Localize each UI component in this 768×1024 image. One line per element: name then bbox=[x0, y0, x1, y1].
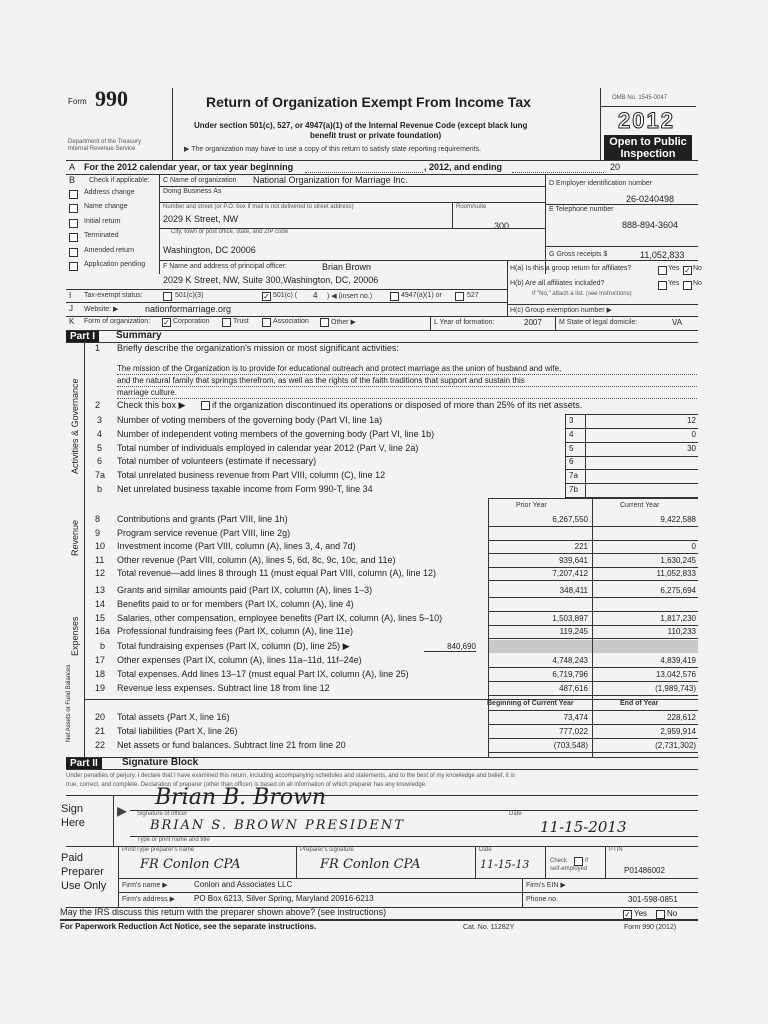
status-527-label: 527 bbox=[467, 292, 479, 299]
discuss-no-checkbox[interactable] bbox=[656, 910, 665, 919]
section-b-letter: B bbox=[69, 175, 76, 185]
h-b-yes-checkbox[interactable] bbox=[658, 281, 667, 290]
firm-address-label: Firm's address ▶ bbox=[122, 896, 176, 903]
irs-label: Internal Revenue Service bbox=[68, 146, 136, 152]
expense-row-rule bbox=[488, 597, 698, 598]
row-a-letter: A bbox=[69, 162, 76, 172]
firm-address: PO Box 6213, Silver Spring, Maryland 20916-6213 bbox=[194, 894, 374, 903]
gov-line-text: Total number of individuals employed in calendar year 2012 (Part V, line 2a) bbox=[117, 442, 419, 453]
expense-line-number: 19 bbox=[95, 682, 106, 693]
form-footer-id: Form 990 (2012) bbox=[624, 924, 677, 931]
gov-line-value: 0 bbox=[691, 429, 696, 439]
here-heading: Here bbox=[61, 817, 85, 829]
expense-row-rule bbox=[488, 667, 698, 668]
h-a-yes-checkbox[interactable] bbox=[658, 266, 667, 275]
expense-line-text: Other expenses (Part IX, column (A), lines 11a–11d, 11f–24e) bbox=[117, 655, 362, 665]
paid-heading: Paid bbox=[61, 852, 84, 864]
side-label-expenses: Expenses bbox=[70, 616, 80, 656]
open-to-public-line2: Inspection bbox=[620, 148, 676, 160]
state-domicile-label: M State of legal domicile: bbox=[559, 319, 638, 326]
mission-line-3: marriage culture. bbox=[117, 388, 178, 397]
catalog-number: Cat. No. 11282Y bbox=[463, 924, 515, 931]
expense-line-number: 15 bbox=[95, 612, 106, 623]
irs-discuss-question: May the IRS discuss this return with the preparer shown above? (see instructions) bbox=[60, 907, 387, 917]
city-value: Washington, DC 20006 bbox=[163, 245, 256, 255]
expense-row-rule bbox=[488, 625, 698, 626]
expense-line-text: Salaries, other compensation, employee benefits (Part IX, column (A), lines 5–10) bbox=[117, 612, 443, 623]
h-b-no-label: No bbox=[693, 280, 702, 287]
open-to-public-line1: Open to Public bbox=[609, 136, 687, 148]
revenue-line-text: Contributions and grants (Part VIII, line 1h) bbox=[117, 514, 288, 524]
discuss-no-label: No bbox=[667, 909, 678, 918]
penalty-statement-1: Under penalties of perjury, I declare that I have examined this return, including accompanying schedules and statements, and to the best of my knowledge and belief, it is bbox=[66, 773, 515, 779]
preparer-heading: Preparer bbox=[61, 866, 104, 878]
expense-current-value: 1,817,230 bbox=[660, 613, 696, 623]
status-501c3-label: 501(c)(3) bbox=[175, 292, 204, 299]
ptin-label: PTIN bbox=[609, 847, 623, 853]
net-assets-current-value: 2,959,914 bbox=[660, 726, 696, 736]
expense-prior-value: 348,411 bbox=[559, 586, 588, 595]
row-j-letter: J bbox=[69, 304, 73, 313]
officer-date: 11-15-2013 bbox=[540, 818, 627, 836]
expense-current-value: 4,839,419 bbox=[660, 656, 696, 665]
state-domicile-value: VA bbox=[672, 318, 683, 327]
revenue-line-number: 8 bbox=[95, 514, 101, 524]
officer-date-label: Date bbox=[509, 811, 522, 817]
expense-prior-value: 4,748,243 bbox=[552, 656, 588, 665]
expense-line-number: 13 bbox=[95, 585, 106, 595]
association-label: Association bbox=[273, 318, 309, 325]
net-assets-prior-value: 777,022 bbox=[559, 726, 588, 736]
net-assets-prior-value: 73,474 bbox=[563, 713, 588, 722]
gov-line-box: 5 bbox=[569, 443, 574, 453]
revenue-current-value: 1,630,245 bbox=[660, 555, 696, 565]
other-checkbox[interactable] bbox=[320, 318, 329, 327]
h-a-label: H(a) Is this a group return for affiliates? bbox=[510, 265, 632, 272]
status-501c-number: 4 bbox=[313, 291, 318, 300]
gov-line-text: Number of voting members of the governing body (Part VI, line 1a) bbox=[117, 415, 383, 425]
gov-line-box: 7a bbox=[569, 471, 578, 481]
association-checkbox[interactable] bbox=[262, 318, 271, 327]
use-only-heading: Use Only bbox=[61, 880, 107, 892]
part-ii-title: Signature Block bbox=[122, 757, 199, 768]
expense-line-number: 14 bbox=[95, 598, 106, 609]
preparer-date-label: Date bbox=[479, 847, 492, 853]
discuss-yes-label: Yes bbox=[634, 909, 648, 918]
corporation-label: Corporation bbox=[173, 318, 210, 325]
firm-ein-label: Firm's EIN ▶ bbox=[526, 882, 566, 889]
check-applicable-label: Terminated bbox=[84, 232, 119, 240]
mission-line-1: The mission of the Organization is to provide for educational outreach and protect marriage as the union of husband and wife, bbox=[117, 364, 562, 373]
principal-officer-address: 2029 K Street, NW, Suite 300,Washington, DC, 20006 bbox=[163, 275, 379, 285]
gov-line-box: 7b bbox=[569, 485, 578, 494]
officer-signature-label: Signature of officer bbox=[137, 811, 188, 817]
status-501c-label: 501(c) ( bbox=[273, 292, 298, 299]
expense-line-text: Professional fundraising fees (Part IX, column (A), line 11e) bbox=[117, 626, 353, 637]
firm-phone-label: Phone no. bbox=[526, 896, 558, 903]
revenue-line-text: Total revenue—add lines 8 through 11 (must equal Part VIII, column (A), line 12) bbox=[117, 568, 436, 578]
check-applicable-checkbox[interactable] bbox=[69, 204, 78, 213]
gov-line-text: Net unrelated business taxable income from Form 990-T, line 34 bbox=[117, 484, 373, 494]
sign-heading: Sign bbox=[61, 803, 84, 815]
expense-prior-value: 487,616 bbox=[559, 683, 588, 693]
h-a-no-checkbox[interactable]: ✓ bbox=[684, 266, 691, 275]
net-assets-line-number: 22 bbox=[95, 739, 106, 750]
net-assets-line-number: 20 bbox=[95, 712, 106, 722]
expense-current-value: 110,233 bbox=[667, 627, 696, 637]
status-501c3-checkbox[interactable] bbox=[163, 292, 172, 301]
form-number: 990 bbox=[95, 86, 128, 111]
side-label-revenue: Revenue bbox=[70, 519, 80, 556]
expense-prior-value: 6,719,796 bbox=[552, 669, 588, 679]
trust-label: Trust bbox=[233, 318, 249, 325]
officer-name-title: BRIAN S. BROWN PRESIDENT bbox=[150, 818, 405, 833]
line-2-text: Check this box ▶ bbox=[117, 400, 186, 410]
officer-signature: Brian B. Brown bbox=[155, 785, 327, 810]
status-501c-checkbox[interactable]: ✓ bbox=[263, 292, 270, 301]
year-formation-value: 2007 bbox=[524, 318, 542, 327]
room-value: 300 bbox=[494, 221, 510, 231]
h-a-no-label: No bbox=[693, 265, 702, 272]
line-16b-text: Total fundraising expenses (Part IX, column (D), line 25) ▶ bbox=[117, 641, 350, 651]
h-b-label: H(b) Are all affiliates included? bbox=[510, 280, 605, 287]
net-assets-line-number: 21 bbox=[95, 725, 106, 736]
expense-prior-value: 1,503,897 bbox=[552, 613, 588, 623]
net-assets-row-rule bbox=[488, 752, 698, 753]
expense-current-value: (1,989,743) bbox=[655, 683, 696, 693]
status-4947-label: 4947(a)(1) or bbox=[401, 292, 442, 299]
revenue-row-rule bbox=[488, 553, 698, 554]
preparer-date: 11-15-13 bbox=[480, 858, 530, 871]
h-b-note: If "No," attach a list. (see instructions) bbox=[532, 291, 632, 297]
form-title: Return of Organization Exempt From Income Tax bbox=[206, 94, 531, 110]
form-of-org-label: Form of organization: bbox=[84, 318, 151, 325]
gov-line-number: 4 bbox=[97, 428, 103, 439]
check-applicable-label: Amended return bbox=[84, 246, 135, 254]
part-ii-label: Part II bbox=[66, 758, 102, 769]
revenue-row-rule bbox=[488, 580, 698, 581]
self-employed-label: self-employed bbox=[550, 866, 588, 872]
gov-line-text: Total unrelated business revenue from Part VIII, column (C), line 12 bbox=[117, 470, 386, 481]
revenue-prior-value: 221 bbox=[574, 542, 588, 551]
paperwork-notice: For Paperwork Reduction Act Notice, see the separate instructions. bbox=[60, 922, 317, 931]
section-b-heading: Check if applicable: bbox=[89, 177, 150, 184]
sign-arrow-icon: ▸ bbox=[117, 800, 128, 822]
firm-phone: 301-598-0851 bbox=[628, 895, 678, 904]
gov-line-text: Total number of volunteers (estimate if necessary) bbox=[117, 456, 317, 467]
revenue-current-value: 0 bbox=[691, 542, 696, 551]
other-label: Other ▶ bbox=[331, 319, 356, 326]
check-applicable-label: Application pending bbox=[84, 261, 146, 268]
gross-receipts-value: 11,052,833 bbox=[640, 250, 685, 260]
preparer-print-name: FR Conlon CPA bbox=[140, 857, 241, 872]
side-label-net-assets: Net Assets or Fund Balances bbox=[66, 664, 72, 742]
form-subtitle-2: benefit trust or private foundation) bbox=[310, 131, 442, 140]
side-label-activities: Activities & Governance bbox=[70, 378, 80, 474]
h-c-label: H(c) Group exemption number ▶ bbox=[510, 307, 612, 314]
revenue-line-number: 9 bbox=[95, 527, 101, 538]
dba-label: Doing Business As bbox=[163, 188, 222, 195]
street-value: 2029 K Street, NW bbox=[163, 214, 239, 224]
line-1-number: 1 bbox=[95, 343, 101, 353]
row-k-letter: K bbox=[69, 317, 75, 326]
line-16b-shaded-prior bbox=[489, 640, 592, 653]
expense-line-number: 18 bbox=[95, 668, 106, 679]
line-1-text: Briefly describe the organization's mission or most significant activities: bbox=[117, 343, 399, 353]
net-assets-line-text: Total liabilities (Part X, line 26) bbox=[117, 725, 238, 736]
row-a-ending: , 2012, and ending bbox=[424, 162, 503, 172]
corporation-checkbox[interactable]: ✓ bbox=[163, 318, 170, 327]
ein-value: 26-0240498 bbox=[626, 194, 675, 204]
gov-line-value: 12 bbox=[687, 416, 696, 425]
status-501c-insert: ) ◀ (insert no.) bbox=[327, 293, 373, 300]
principal-officer-name: Brian Brown bbox=[322, 262, 372, 272]
status-527-checkbox[interactable] bbox=[455, 292, 464, 301]
revenue-line-number: 10 bbox=[95, 541, 106, 551]
row-i-letter: I bbox=[69, 291, 72, 300]
expense-line-number: 17 bbox=[95, 655, 106, 665]
line-2-number: 2 bbox=[95, 400, 101, 410]
phone-label: E Telephone number bbox=[549, 206, 614, 213]
net-assets-current-value: (2,731,302) bbox=[655, 740, 696, 750]
preparer-signature: FR Conlon CPA bbox=[320, 857, 421, 872]
revenue-prior-value: 7,207,412 bbox=[552, 569, 588, 578]
revenue-line-text: Program service revenue (Part VIII, line 2g) bbox=[117, 527, 291, 538]
officer-name-label: Type or print name and title bbox=[137, 837, 210, 843]
status-4947-checkbox[interactable] bbox=[390, 292, 399, 301]
row-a-text: For the 2012 calendar year, or tax year beginning bbox=[84, 162, 294, 172]
expense-line-number: 16a bbox=[95, 626, 111, 637]
year-formation-label: L Year of formation: bbox=[434, 319, 495, 326]
h-b-no-checkbox[interactable] bbox=[683, 281, 692, 290]
revenue-prior-value: 6,267,550 bbox=[552, 515, 588, 524]
revenue-line-number: 12 bbox=[95, 568, 106, 578]
expense-current-value: 6,275,694 bbox=[660, 586, 696, 595]
street-label: Number and street (or P.O. box if mail is not delivered to street address) bbox=[163, 204, 354, 210]
gov-line-number: b bbox=[97, 484, 103, 494]
check-applicable-checkbox[interactable] bbox=[69, 219, 78, 228]
self-employed-checkbox[interactable] bbox=[574, 857, 583, 866]
tax-year: 2012 bbox=[618, 108, 675, 133]
penalty-statement-2: true, correct, and complete. Declaration of preparer (other than officer) is based on all information of which preparer has any knowledge. bbox=[66, 782, 427, 788]
expense-line-text: Total expenses. Add lines 13–17 (must equal Part IX, column (A), line 25) bbox=[117, 668, 409, 679]
city-label: City, town or post office, state, and ZIP code bbox=[171, 229, 289, 235]
form-subtitle-1: Under section 501(c), 527, or 4947(a)(1) of the Internal Revenue Code (except black lung bbox=[194, 121, 528, 130]
discuss-yes-checkbox[interactable]: ✓ bbox=[624, 910, 631, 919]
h-b-yes-label: Yes bbox=[668, 280, 680, 287]
check-applicable-label: Name change bbox=[84, 203, 128, 211]
self-employed-check-label: Check bbox=[550, 858, 568, 864]
expense-row-rule bbox=[488, 611, 698, 612]
gov-line-number: 7a bbox=[95, 470, 106, 481]
revenue-line-text: Other revenue (Part VIII, column (A), lines 5, 6d, 8c, 9c, 10c, and 11e) bbox=[117, 554, 396, 565]
expense-line-text: Revenue less expenses. Subtract line 18 from line 12 bbox=[117, 682, 330, 693]
part-i-label: Part I bbox=[66, 331, 99, 342]
expense-row-rule bbox=[488, 695, 698, 696]
revenue-row-rule bbox=[488, 540, 698, 541]
revenue-current-value: 9,422,588 bbox=[660, 515, 696, 524]
check-applicable-checkbox[interactable] bbox=[69, 262, 78, 271]
ein-label: D Employer identification number bbox=[549, 180, 653, 187]
net-assets-row-rule bbox=[488, 724, 698, 725]
col-prior-year: Prior Year bbox=[516, 502, 547, 509]
check-applicable-label: Address change bbox=[84, 189, 135, 196]
principal-officer-label: F Name and address of principal officer: bbox=[163, 263, 287, 270]
ptin-value: P01486002 bbox=[624, 866, 665, 875]
gross-receipts-label: G Gross receipts $ bbox=[549, 251, 608, 258]
line-16b-value: 840,690 bbox=[424, 642, 476, 652]
room-label: Room/suite bbox=[456, 204, 487, 210]
line-2-text-2: if the organization discontinued its operations or disposed of more than 25% of its net assets. bbox=[212, 400, 583, 410]
col-beginning-year: Beginning of Current Year bbox=[487, 700, 574, 707]
discontinued-checkbox[interactable] bbox=[201, 401, 210, 410]
preparer-print-label: Print/Type preparer's name bbox=[122, 847, 195, 853]
gov-line-number: 6 bbox=[97, 456, 103, 467]
net-assets-line-text: Net assets or fund balances. Subtract line 21 from line 20 bbox=[117, 739, 346, 750]
expense-prior-value: 119,245 bbox=[559, 627, 588, 637]
phone-value: 888-894-3604 bbox=[622, 220, 679, 230]
revenue-current-value: 11,052,833 bbox=[656, 569, 696, 578]
revenue-prior-value: 939,641 bbox=[559, 555, 588, 565]
net-assets-row-rule bbox=[488, 738, 698, 739]
website-label: Website: ▶ bbox=[84, 306, 119, 313]
expense-current-value: 13,042,576 bbox=[655, 669, 696, 679]
line-16b-number: b bbox=[100, 641, 106, 651]
org-name-label: C Name of organization bbox=[163, 177, 237, 184]
col-current-year: Current Year bbox=[620, 502, 660, 509]
check-applicable-checkbox[interactable] bbox=[69, 248, 78, 257]
expense-row-rule bbox=[488, 681, 698, 682]
firm-name: Conlon and Associates LLC bbox=[194, 880, 293, 889]
part-i-title: Summary bbox=[116, 330, 162, 341]
check-applicable-checkbox[interactable] bbox=[69, 233, 78, 242]
preparer-signature-label: Preparer's signature bbox=[300, 847, 354, 853]
net-assets-current-value: 228,612 bbox=[667, 713, 696, 722]
gov-line-number: 5 bbox=[97, 442, 103, 453]
expense-line-text: Benefits paid to or for members (Part IX, column (A), line 4) bbox=[117, 598, 354, 609]
tax-exempt-status-label: Tax-exempt status: bbox=[84, 292, 143, 299]
net-assets-prior-value: (703,548) bbox=[553, 740, 588, 750]
gov-line-text: Number of independent voting members of the governing body (Part VI, line 1b) bbox=[117, 428, 435, 439]
revenue-line-number: 11 bbox=[95, 554, 105, 565]
form-word: Form bbox=[68, 97, 87, 106]
department-label: Department of the Treasury bbox=[68, 139, 142, 145]
gov-line-number: 3 bbox=[97, 415, 103, 425]
row-a-year: 20 bbox=[610, 162, 621, 172]
trust-checkbox[interactable] bbox=[222, 318, 231, 327]
org-name: National Organization for Marriage Inc. bbox=[253, 175, 408, 185]
mission-line-2: and the natural family that springs therefrom, as well as the rights of the faith traditions that support and sustain this bbox=[117, 376, 525, 385]
omb-number: OMB No. 1545-0047 bbox=[612, 95, 668, 101]
gov-line-value: 30 bbox=[687, 443, 696, 453]
gov-line-box: 3 bbox=[569, 416, 574, 425]
form-subtitle-3: ▶ The organization may have to use a copy of this return to satisfy state reporting requirements. bbox=[184, 146, 482, 153]
revenue-line-text: Investment income (Part VIII, column (A), lines 3, 4, and 7d) bbox=[117, 541, 356, 551]
check-applicable-label: Initial return bbox=[84, 217, 121, 225]
gov-line-box: 4 bbox=[569, 429, 574, 439]
net-assets-line-text: Total assets (Part X, line 16) bbox=[117, 712, 230, 722]
firm-name-label: Firm's name ▶ bbox=[122, 882, 168, 889]
expense-line-text: Grants and similar amounts paid (Part IX, column (A), lines 1–3) bbox=[117, 585, 373, 595]
self-employed-if: if bbox=[585, 858, 588, 864]
col-end-year: End of Year bbox=[620, 700, 659, 707]
revenue-row-rule bbox=[488, 526, 698, 527]
check-applicable-checkbox[interactable] bbox=[69, 190, 78, 199]
line-16b-shaded-current bbox=[593, 640, 698, 653]
revenue-row-rule bbox=[488, 567, 698, 568]
gov-line-box: 6 bbox=[569, 457, 574, 467]
h-a-yes-label: Yes bbox=[668, 265, 680, 272]
website-value[interactable]: nationformarriage.org bbox=[145, 304, 232, 314]
